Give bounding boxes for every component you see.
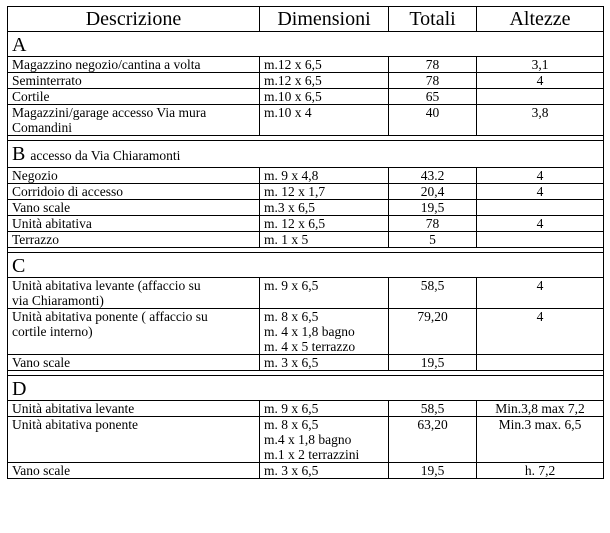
altezze-cell: 3,1 [477, 57, 604, 73]
descrizione-cell-line: Unità abitativa ponente [12, 417, 138, 432]
table-row [8, 168, 604, 184]
section-row [8, 253, 604, 278]
header-altezze: Altezze [477, 7, 604, 32]
totali-cell: 65 [389, 89, 477, 105]
altezze-cell: 4 [477, 278, 604, 309]
descrizione-cell-line: Comandini [12, 120, 72, 135]
descrizione-cell-line: Vano scale [12, 200, 71, 215]
totali-cell: 58,5 [389, 401, 477, 417]
table-row [8, 216, 604, 232]
altezze-cell: 4 [477, 216, 604, 232]
totali-cell: 78 [389, 73, 477, 89]
descrizione-cell-line: Magazzino negozio/cantina a volta [12, 57, 201, 72]
descrizione-cell [8, 89, 260, 105]
dimensioni-cell-line: m.4 x 1,8 bagno [264, 432, 352, 447]
table-row [8, 200, 604, 216]
section-row [8, 32, 604, 57]
totali-cell: 58,5 [389, 278, 477, 309]
descrizione-cell [8, 105, 260, 136]
dimensioni-cell [260, 184, 389, 200]
altezze-cell: 4 [477, 309, 604, 355]
dimensioni-cell [260, 309, 389, 355]
header-descrizione: Descrizione [8, 7, 260, 32]
descrizione-cell [8, 216, 260, 232]
table-row [8, 401, 604, 417]
descrizione-cell-line: Vano scale [12, 355, 71, 370]
dimensioni-cell-line: m.1 x 2 terrazzini [264, 447, 360, 462]
totali-cell: 78 [389, 57, 477, 73]
descrizione-cell [8, 200, 260, 216]
dimensioni-cell [260, 355, 389, 371]
dimensioni-cell [260, 401, 389, 417]
dimensioni-cell-line: m. 1 x 5 [264, 232, 309, 247]
table-row [8, 278, 604, 309]
altezze-cell: Min.3 max. 6,5 [477, 417, 604, 463]
table-row [8, 184, 604, 200]
dimensioni-cell-line: m. 8 x 6,5 [264, 309, 319, 324]
dimensioni-cell-line: m.10 x 6,5 [264, 89, 322, 104]
section-letter: B [12, 143, 26, 165]
dimensioni-cell [260, 463, 389, 479]
dimensioni-cell-line: m.12 x 6,5 [264, 73, 322, 88]
descrizione-cell [8, 278, 260, 309]
descrizione-cell-line: Corridoio di accesso [12, 184, 123, 199]
table-row [8, 232, 604, 248]
descrizione-cell-line: Unità abitativa ponente ( affaccio su [12, 309, 208, 324]
descrizione-cell [8, 417, 260, 463]
dimensioni-cell [260, 168, 389, 184]
dimensioni-cell [260, 89, 389, 105]
dimensioni-cell-line: m. 9 x 6,5 [264, 278, 319, 293]
dimensioni-cell [260, 278, 389, 309]
altezze-cell: 4 [477, 168, 604, 184]
dimensioni-cell-line: m. 4 x 1,8 bagno [264, 324, 355, 339]
totali-cell: 78 [389, 216, 477, 232]
totali-cell: 19,5 [389, 355, 477, 371]
totali-cell: 19,5 [389, 463, 477, 479]
dimensioni-cell [260, 57, 389, 73]
table-row [8, 355, 604, 371]
dimensioni-cell-line: m. 12 x 1,7 [264, 184, 326, 199]
altezze-cell [477, 355, 604, 371]
descrizione-cell-line: Unità abitativa levante [12, 401, 135, 416]
altezze-cell [477, 89, 604, 105]
dimensioni-cell-line: m. 9 x 4,8 [264, 168, 319, 183]
section-title [8, 32, 604, 57]
descrizione-cell-line: Cortile [12, 89, 50, 104]
altezze-cell: Min.3,8 max 7,2 [477, 401, 604, 417]
descrizione-cell-line: cortile interno) [12, 324, 93, 339]
descrizione-cell-line: Unità abitativa [12, 216, 92, 231]
table-row [8, 105, 604, 136]
section-title [8, 253, 604, 278]
dimensioni-cell [260, 105, 389, 136]
section-letter: D [12, 378, 27, 400]
descrizione-cell [8, 309, 260, 355]
header-totali: Totali [389, 7, 477, 32]
descrizione-cell [8, 232, 260, 248]
descrizione-cell-line: Unità abitativa levante (affaccio su [12, 278, 201, 293]
dimensioni-cell-line: m. 12 x 6,5 [264, 216, 326, 231]
section-title [8, 141, 604, 168]
dimensioni-cell [260, 417, 389, 463]
descrizione-cell [8, 57, 260, 73]
section-letter: A [12, 34, 27, 56]
dimensions-table [7, 6, 604, 479]
altezze-cell [477, 200, 604, 216]
section-row [8, 141, 604, 168]
descrizione-cell [8, 168, 260, 184]
table-row [8, 417, 604, 463]
totali-cell: 63,20 [389, 417, 477, 463]
totali-cell: 5 [389, 232, 477, 248]
altezze-cell: 3,8 [477, 105, 604, 136]
section-letter: C [12, 255, 26, 277]
dimensioni-cell [260, 216, 389, 232]
table-row [8, 463, 604, 479]
dimensioni-cell-line: m.12 x 6,5 [264, 57, 322, 72]
dimensioni-cell-line: m. 3 x 6,5 [264, 355, 319, 370]
table-row [8, 73, 604, 89]
header-row [8, 7, 604, 32]
dimensioni-cell [260, 232, 389, 248]
totali-cell: 40 [389, 105, 477, 136]
descrizione-cell [8, 463, 260, 479]
dimensioni-cell-line: m. 4 x 5 terrazzo [264, 339, 356, 354]
descrizione-cell [8, 184, 260, 200]
descrizione-cell [8, 73, 260, 89]
descrizione-cell [8, 355, 260, 371]
table-row [8, 57, 604, 73]
totali-cell: 79,20 [389, 309, 477, 355]
descrizione-cell-line: Magazzini/garage accesso Via mura [12, 105, 207, 120]
totali-cell: 19,5 [389, 200, 477, 216]
altezze-cell: 4 [477, 73, 604, 89]
descrizione-cell [8, 401, 260, 417]
descrizione-cell-line: Negozio [12, 168, 58, 183]
section-row [8, 376, 604, 401]
dimensioni-cell-line: m. 8 x 6,5 [264, 417, 319, 432]
dimensioni-cell [260, 73, 389, 89]
altezze-cell [477, 232, 604, 248]
descrizione-cell-line: Seminterrato [12, 73, 82, 88]
totali-cell: 20,4 [389, 184, 477, 200]
table-row [8, 89, 604, 105]
descrizione-cell-line: via Chiaramonti) [12, 293, 104, 308]
dimensioni-cell-line: m.10 x 4 [264, 105, 312, 120]
dimensioni-cell-line: m. 9 x 6,5 [264, 401, 319, 416]
altezze-cell: 4 [477, 184, 604, 200]
section-title [8, 376, 604, 401]
dimensioni-cell-line: m.3 x 6,5 [264, 200, 316, 215]
dimensioni-cell [260, 200, 389, 216]
totali-cell: 43.2 [389, 168, 477, 184]
header-dimensioni: Dimensioni [260, 7, 389, 32]
altezze-cell: h. 7,2 [477, 463, 604, 479]
section-subtitle: accesso da Via Chiaramonti [30, 148, 181, 163]
descrizione-cell-line: Vano scale [12, 463, 71, 478]
table-row [8, 309, 604, 355]
dimensioni-cell-line: m. 3 x 6,5 [264, 463, 319, 478]
descrizione-cell-line: Terrazzo [12, 232, 60, 247]
